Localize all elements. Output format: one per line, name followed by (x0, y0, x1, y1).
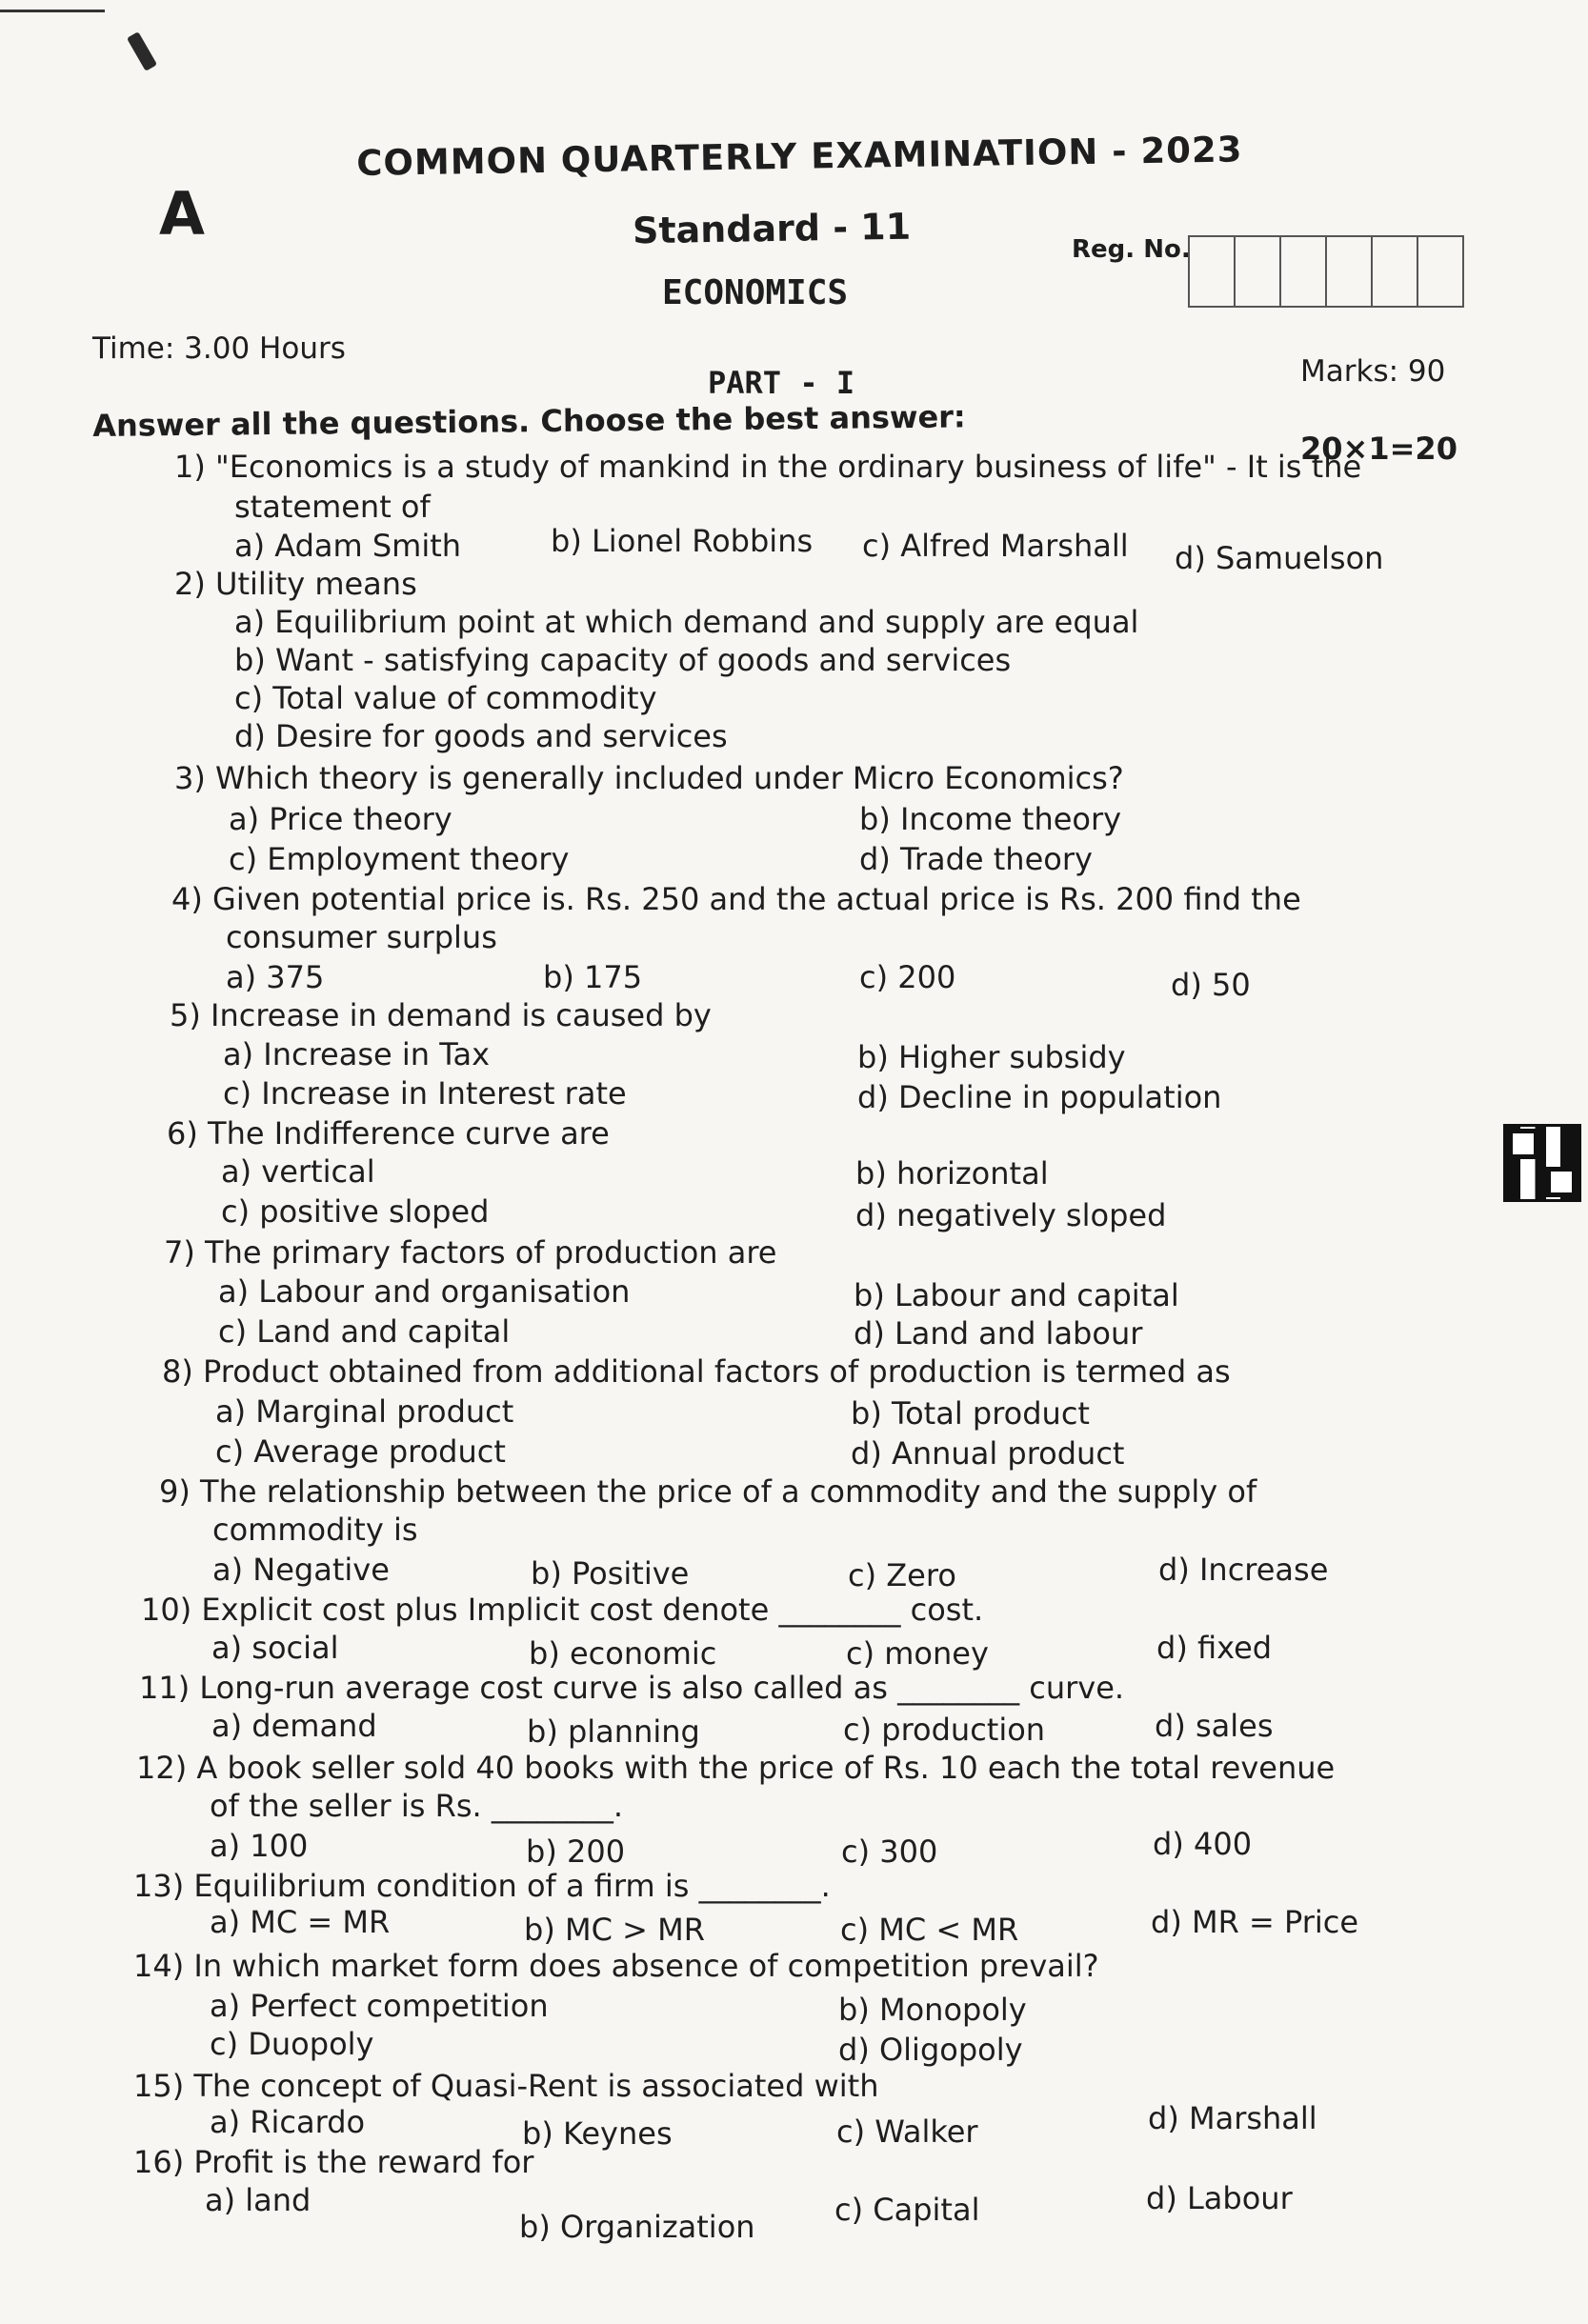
option-6b: b) horizontal (855, 1155, 1049, 1192)
option-13d: d) MR = Price (1151, 1904, 1359, 1940)
question-14: 14) In which market form does absence of competition prevail? (133, 1948, 1099, 1984)
question-6: 6) The Indifference curve are (167, 1115, 610, 1152)
option-11c: c) production (843, 1712, 1046, 1748)
subject-label: ECONOMICS (662, 273, 849, 312)
question-1-cont: statement of (234, 489, 431, 525)
option-7b: b) Labour and capital (854, 1277, 1179, 1313)
option-7c: c) Land and capital (218, 1313, 511, 1350)
question-4: 4) Given potential price is. Rs. 250 and the actual price is Rs. 200 find the (171, 881, 1301, 917)
option-13b: b) MC > MR (524, 1912, 705, 1948)
option-5d: d) Decline in population (857, 1079, 1222, 1115)
question-5: 5) Increase in demand is caused by (170, 997, 712, 1033)
option-8b: b) Total product (851, 1395, 1090, 1432)
reg-no-label: Reg. No. (1072, 235, 1191, 264)
option-5a: a) Increase in Tax (223, 1036, 490, 1072)
question-3: 3) Which theory is generally included under Micro Economics? (174, 760, 1124, 796)
reg-no-boxes (1188, 235, 1464, 308)
option-9a: a) Negative (212, 1552, 390, 1588)
part-heading: PART - I (708, 365, 855, 401)
question-16: 16) Profit is the reward for (133, 2144, 534, 2180)
question-10: 10) Explicit cost plus Implicit cost denote ________ cost. (141, 1592, 984, 1628)
option-3b: b) Income theory (859, 801, 1122, 837)
option-10c: c) money (846, 1635, 989, 1672)
option-1c: c) Alfred Marshall (862, 528, 1129, 564)
option-10b: b) economic (529, 1635, 717, 1672)
pen-mark (127, 31, 157, 71)
question-9: 9) The relationship between the price of a commodity and the supply of (159, 1473, 1257, 1510)
option-8a: a) Marginal product (215, 1393, 514, 1430)
question-12-cont: of the seller is Rs. ________. (210, 1788, 624, 1824)
option-8c: c) Average product (215, 1433, 506, 1470)
option-7a: a) Labour and organisation (218, 1273, 631, 1310)
option-3a: a) Price theory (229, 801, 452, 837)
option-2a: a) Equilibrium point at which demand and supply are equal (234, 604, 1139, 640)
qr-code-icon (1503, 1124, 1581, 1202)
option-9b: b) Positive (531, 1555, 690, 1592)
option-8d: d) Annual product (851, 1435, 1125, 1472)
option-16a: a) land (205, 2182, 312, 2218)
option-12d: d) 400 (1153, 1826, 1253, 1862)
exam-title: COMMON QUARTERLY EXAMINATION - 2023 (356, 129, 1243, 184)
question-1: 1) "Economics is a study of mankind in the ordinary business of life" - It is the (174, 449, 1362, 485)
standard-label: Standard - 11 (632, 205, 912, 252)
option-5c: c) Increase in Interest rate (223, 1075, 627, 1112)
option-6c: c) positive sloped (221, 1193, 490, 1230)
option-15b: b) Keynes (522, 2115, 673, 2152)
question-set-letter: A (159, 179, 205, 249)
option-12a: a) 100 (210, 1828, 309, 1864)
option-6d: d) negatively sloped (855, 1197, 1167, 1233)
option-2b: b) Want - satisfying capacity of goods and services (234, 642, 1012, 678)
option-3d: d) Trade theory (859, 841, 1093, 877)
option-6a: a) vertical (221, 1153, 375, 1190)
option-10d: d) fixed (1156, 1630, 1273, 1666)
option-9d: d) Increase (1158, 1552, 1329, 1588)
option-1b: b) Lionel Robbins (551, 523, 814, 559)
marks-label: Marks: 90 (1300, 354, 1446, 389)
option-15c: c) Walker (836, 2114, 978, 2150)
option-5b: b) Higher subsidy (857, 1039, 1126, 1075)
question-4-cont: consumer surplus (226, 919, 497, 955)
option-16c: c) Capital (834, 2192, 980, 2228)
option-2c: c) Total value of commodity (234, 680, 657, 716)
option-4b: b) 175 (543, 959, 643, 995)
option-12c: c) 300 (841, 1833, 938, 1870)
option-10a: a) social (211, 1630, 339, 1666)
option-14c: c) Duopoly (210, 2026, 374, 2062)
option-13c: c) MC < MR (840, 1912, 1019, 1948)
option-12b: b) 200 (526, 1833, 626, 1870)
option-16d: d) Labour (1146, 2180, 1293, 2216)
option-16b: b) Organization (519, 2209, 755, 2245)
option-11a: a) demand (211, 1708, 377, 1744)
option-4c: c) 200 (859, 959, 956, 995)
instruction: Answer all the questions. Choose the best answer: (92, 398, 966, 444)
option-14d: d) Oligopoly (838, 2032, 1023, 2068)
option-1d: d) Samuelson (1175, 540, 1384, 576)
option-14b: b) Monopoly (838, 1992, 1027, 2028)
question-12: 12) A book seller sold 40 books with the price of Rs. 10 each the total revenue (136, 1750, 1336, 1786)
question-15: 15) The concept of Quasi-Rent is associated with (133, 2068, 879, 2104)
question-13: 13) Equilibrium condition of a firm is ________. (133, 1868, 831, 1904)
option-2d: d) Desire for goods and services (234, 718, 728, 754)
option-14a: a) Perfect competition (210, 1988, 549, 2024)
question-2: 2) Utility means (174, 566, 417, 602)
option-11d: d) sales (1155, 1708, 1274, 1744)
option-15d: d) Marshall (1148, 2100, 1317, 2136)
question-9-cont: commodity is (212, 1512, 418, 1548)
option-9c: c) Zero (848, 1557, 956, 1593)
option-15a: a) Ricardo (210, 2104, 366, 2140)
option-13a: a) MC = MR (210, 1904, 391, 1940)
time-label: Time: 3.00 Hours (92, 331, 346, 366)
option-11b: b) planning (527, 1713, 700, 1750)
question-8: 8) Product obtained from additional factors of production is termed as (162, 1353, 1231, 1390)
score-label: 20×1=20 (1300, 431, 1457, 467)
question-7: 7) The primary factors of production are (164, 1234, 777, 1271)
option-3c: c) Employment theory (229, 841, 570, 877)
question-11: 11) Long-run average cost curve is also called as ________ curve. (139, 1670, 1125, 1706)
option-4a: a) 375 (226, 959, 325, 995)
option-4d: d) 50 (1171, 967, 1251, 1003)
corner-mark (0, 0, 105, 12)
option-1a: a) Adam Smith (234, 528, 462, 564)
option-7d: d) Land and labour (854, 1315, 1143, 1352)
